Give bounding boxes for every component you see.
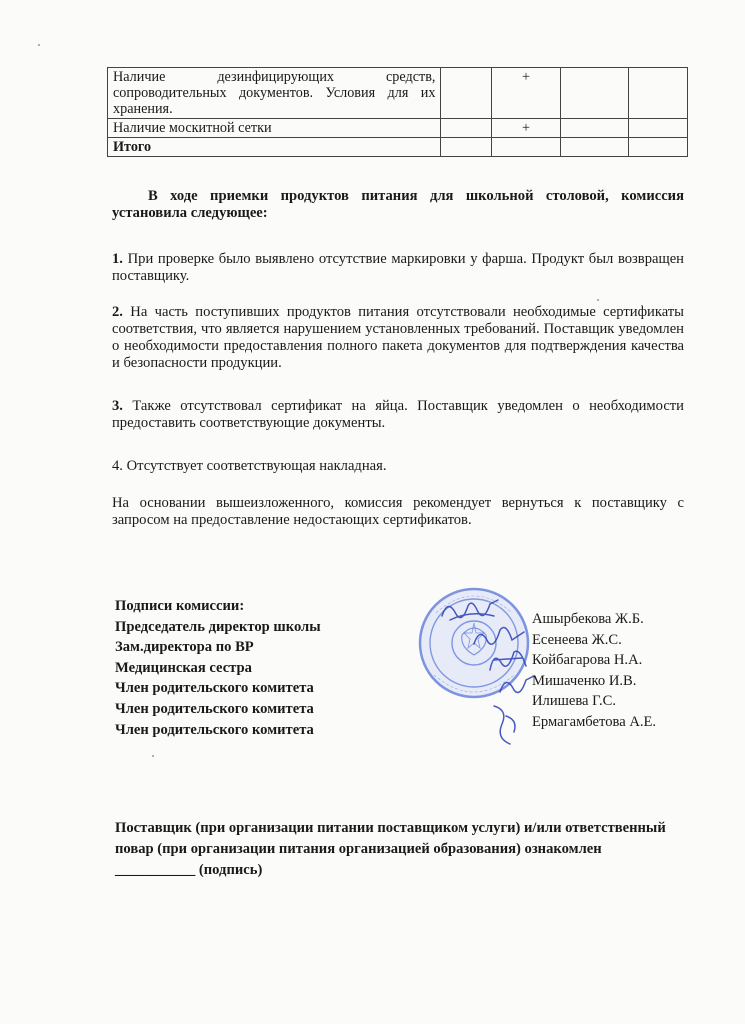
- finding-1: [112, 251, 684, 285]
- table-cell: [560, 119, 629, 138]
- finding-number: 2.: [112, 304, 123, 320]
- table-cell: [441, 119, 492, 138]
- finding-2: [112, 304, 684, 372]
- finding-number: 1.: [112, 251, 123, 267]
- table-cell-mark: [492, 138, 561, 157]
- table-cell: [441, 68, 492, 119]
- finding-number: 3.: [112, 398, 123, 414]
- recommendation: На основании вышеизложенного, комиссия рекомендует вернуться к поставщику с запросом на предоставление недостающих сертификатов.: [112, 495, 684, 528]
- member-role: Зам.директора по ВР: [115, 639, 254, 656]
- member-name: Ермагамбетова А.Е.: [532, 713, 657, 730]
- table-cell-label: Итого: [108, 138, 441, 157]
- checklist-table: [107, 67, 688, 157]
- member-name: Ашырбекова Ж.Б.: [532, 611, 644, 627]
- table-cell: [629, 119, 688, 138]
- member-name: Илишева Г.С.: [532, 693, 616, 710]
- findings-intro: В ходе приемки продуктов питания для школьной столовой, комиссия установила следующее:: [112, 188, 684, 221]
- table-cell: [629, 138, 688, 157]
- table-row-total: [108, 138, 688, 157]
- member-name: Койбагарова Н.А.: [532, 652, 643, 669]
- finding-text: При проверке было выявлено отсутствие маркировки у фарша. Продукт был возвращен поставщику.: [112, 251, 684, 284]
- signature-roles: [115, 596, 321, 740]
- member-role: Член родительского комитета: [115, 700, 314, 717]
- signature-scribble-4: [496, 672, 536, 700]
- member-role: Член родительского комитета: [115, 680, 314, 697]
- table-cell-label: Наличие москитной сетки: [108, 119, 441, 138]
- signature-scribble-5: [488, 700, 528, 748]
- table-row: [108, 68, 688, 119]
- finding-text: Также отсутствовал сертификат на яйца. Поставщик уведомлен о необходимости предоставить соответствующие документы.: [112, 398, 684, 431]
- table-cell-mark: +: [492, 68, 561, 119]
- signatures-heading: Подписи комиссии:: [115, 598, 245, 614]
- finding-4: [112, 458, 684, 475]
- member-role: Председатель директор школы: [115, 618, 321, 635]
- finding-3: [112, 398, 684, 432]
- member-name: Есенеева Ж.С.: [532, 631, 622, 648]
- table-cell: [560, 138, 629, 157]
- table-cell-mark: +: [492, 119, 561, 138]
- finding-text: 4. Отсутствует соответствующая накладная.: [112, 458, 387, 474]
- table-cell: [441, 138, 492, 157]
- member-name: Мишаченко И.В.: [532, 672, 637, 689]
- signature-names: [532, 609, 656, 733]
- table-cell-label: Наличие дезинфицирующих средств, сопроводительных документов. Условия для их хранения.: [108, 68, 441, 119]
- table-row: [108, 119, 688, 138]
- table-cell: [629, 68, 688, 119]
- member-role: Медицинская сестра: [115, 659, 252, 676]
- member-role: Член родительского комитета: [115, 721, 314, 738]
- finding-text: На часть поступивших продуктов питания отсутствовали необходимые сертификаты соответствия, что является нарушением установленных требований. Поставщик уведомлен о необходимости предоставления полного пакета документов для подтверждения качества и безопасности продукции.: [112, 304, 684, 371]
- supplier-acknowledgement: Поставщик (при организации питании поставщиком услуги) и/или ответственный повар (при организации питания организацией образования) ознакомлен ___________ (подпись): [115, 820, 666, 878]
- table-cell: [560, 68, 629, 119]
- scan-speck: [38, 44, 40, 46]
- scan-speck: [597, 299, 599, 301]
- scan-speck: [152, 755, 154, 757]
